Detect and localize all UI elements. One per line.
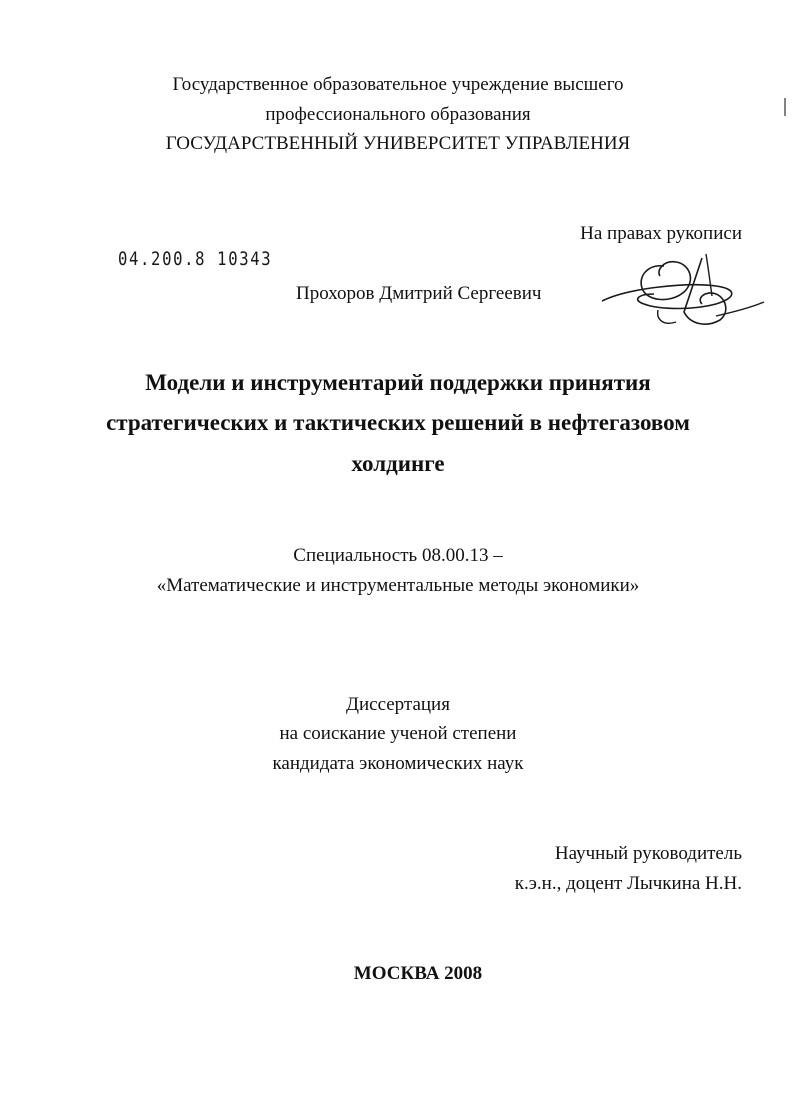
supervisor-name: к.э.н., доцент Лычкина Н.Н.: [514, 873, 742, 894]
scan-mark-icon: [781, 96, 789, 118]
dissertation-line-3: кандидата экономических наук: [272, 753, 524, 774]
institution-line-3: ГОСУДАРСТВЕННЫЙ УНИВЕРСИТЕТ УПРАВЛЕНИЯ: [165, 133, 631, 154]
title-line-2: стратегических и тактических решений в нефтегазовом: [106, 410, 690, 435]
registration-stamp-number: 04.200.8 10343: [118, 248, 273, 270]
handwritten-signature-icon: [598, 246, 768, 336]
specialty-line-1: Специальность 08.00.13 –: [293, 545, 503, 566]
title-line-1: Модели и инструментарий поддержки принятия: [145, 370, 651, 395]
manuscript-note: На правах рукописи: [580, 223, 742, 244]
institution-line-2: профессионального образования: [265, 104, 531, 125]
specialty-line-2: «Математические и инструментальные методы экономики»: [156, 575, 640, 596]
title-line-3: холдинге: [351, 451, 445, 476]
institution-line-1: Государственное образовательное учреждение высшего: [172, 74, 624, 95]
dissertation-line-2: на соискание ученой степени: [279, 723, 517, 744]
city-year: МОСКВА 2008: [353, 963, 483, 984]
author-name: Прохоров Дмитрий Сергеевич: [296, 283, 542, 304]
dissertation-line-1: Диссертация: [346, 694, 450, 715]
supervisor-label: Научный руководитель: [554, 843, 742, 864]
